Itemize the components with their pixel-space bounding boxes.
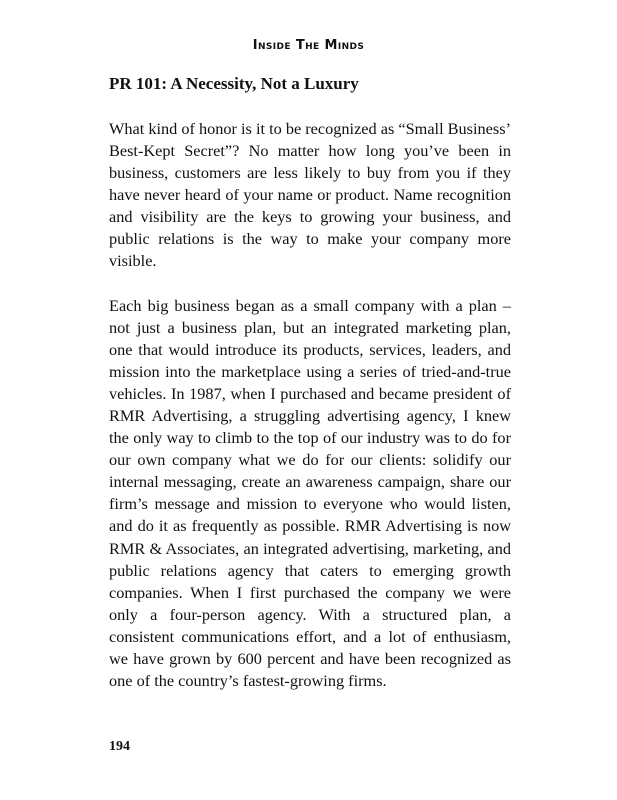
running-head: Inside The Minds: [252, 38, 365, 53]
page-number: 194: [109, 739, 130, 754]
body-paragraph: Each big business began as a small company with a plan – not just a business plan, but an integrated marketing plan, one that would introduce its products, services, leaders, and mission into the marketplace using a series of tried-and-true vehicles. In 1987, when I purchased and became president of RMR Advertising, a struggling advertising agency, I knew the only way to climb to the top of our industry was to do for our own company what we do for our clients: solidify our internal messaging, create an awareness campaign, share our firm’s message and mission to everyone who would listen, and do it as frequently as possible. RMR Advertising is now RMR & Associates, an integrated advertising, marketing, and public relations agency that caters to emerging growth companies. When I first purchased the company we were only a four-person agency. With a structured plan, a consistent communications effort, and a lot of enthusiasm, we have grown by 600 percent and have been recognized as one of the country’s fastest-growing firms.: [109, 296, 511, 690]
body-paragraph: What kind of honor is it to be recognized as “Small Business’ Best-Kept Secret”? No matter how long you’ve been in business, customers are less likely to buy from you if they have never heard of your name or product. Name recognition and visibility are the keys to growing your business, and public relations is the way to make your company more visible.: [109, 119, 511, 271]
page-title: PR 101: A Necessity, Not a Luxury: [109, 74, 359, 93]
